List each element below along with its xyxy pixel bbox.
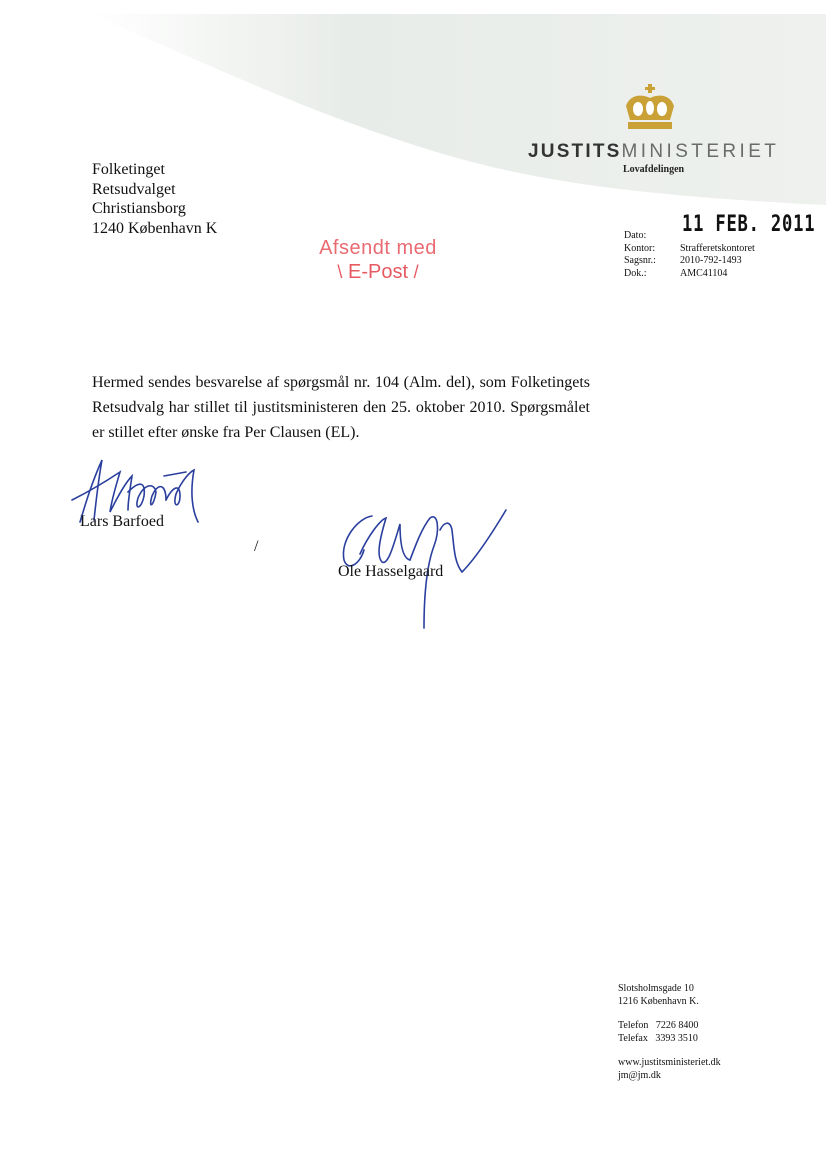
recipient-line: Christiansborg [92,200,186,217]
meta-row [624,230,755,243]
signatory-name: Ole Hasselgaard [338,563,444,580]
footer-address: Slotsholmsgade 10 [618,983,694,994]
footer-fax: Telefax 3393 3510 [618,1032,698,1044]
stamp-mark-right-icon: / [413,262,419,282]
logo-name-bold: JUSTITS [528,141,622,162]
meta-value: AMC41104 [680,267,728,279]
recipient-line: 1240 København K [92,219,218,237]
recipient-address [92,160,217,238]
meta-row [624,243,755,256]
date-stamp: 11 FEB. 2011 [682,212,816,237]
separator-mark: / [254,538,259,555]
footer-postcode: 1216 København K. [618,995,699,1007]
meta-row [624,255,755,268]
department-name: Lovafdelingen [623,164,685,175]
footer-website-link[interactable]: www.justitsministeriet.dk [618,1057,721,1068]
crown-icon [618,84,682,134]
logo-name-light: MINISTERIET [621,141,780,162]
footer-email-link[interactable]: jm@jm.dk [618,1069,661,1081]
ministry-logo [528,141,779,163]
sender-footer [618,983,721,1082]
sent-stamp [308,236,448,290]
meta-key: Dok.: [624,267,647,279]
meta-row [624,268,755,281]
letter-body: Hermed sendes besvarelse af spørgsmål nr. 104 (Alm. del), som Folketingets Retsudvalg har stillet til justitsministeren den 25. oktober 2010. Spørgsmålet er stillet efter ønske fra Per Clausen (EL). [92,374,590,441]
meta-value: Strafferetskontoret [680,242,755,254]
stamp-line2: E-Post [347,261,409,283]
stamp-mark-left-icon: \ [337,262,343,282]
meta-key: Dato: [624,230,647,241]
recipient-line: Retsudvalget [92,180,176,198]
recipient-line: Folketinget [92,161,165,178]
meta-key: Sagsnr.: [624,255,656,266]
document-metadata [624,230,755,280]
stamp-line1: Afsendt med [319,237,437,259]
footer-phone: Telefon 7226 8400 [618,1020,699,1031]
meta-value: 2010-792-1493 [680,255,742,266]
meta-key: Kontor: [624,242,656,254]
signatory-name: Lars Barfoed [80,513,164,530]
